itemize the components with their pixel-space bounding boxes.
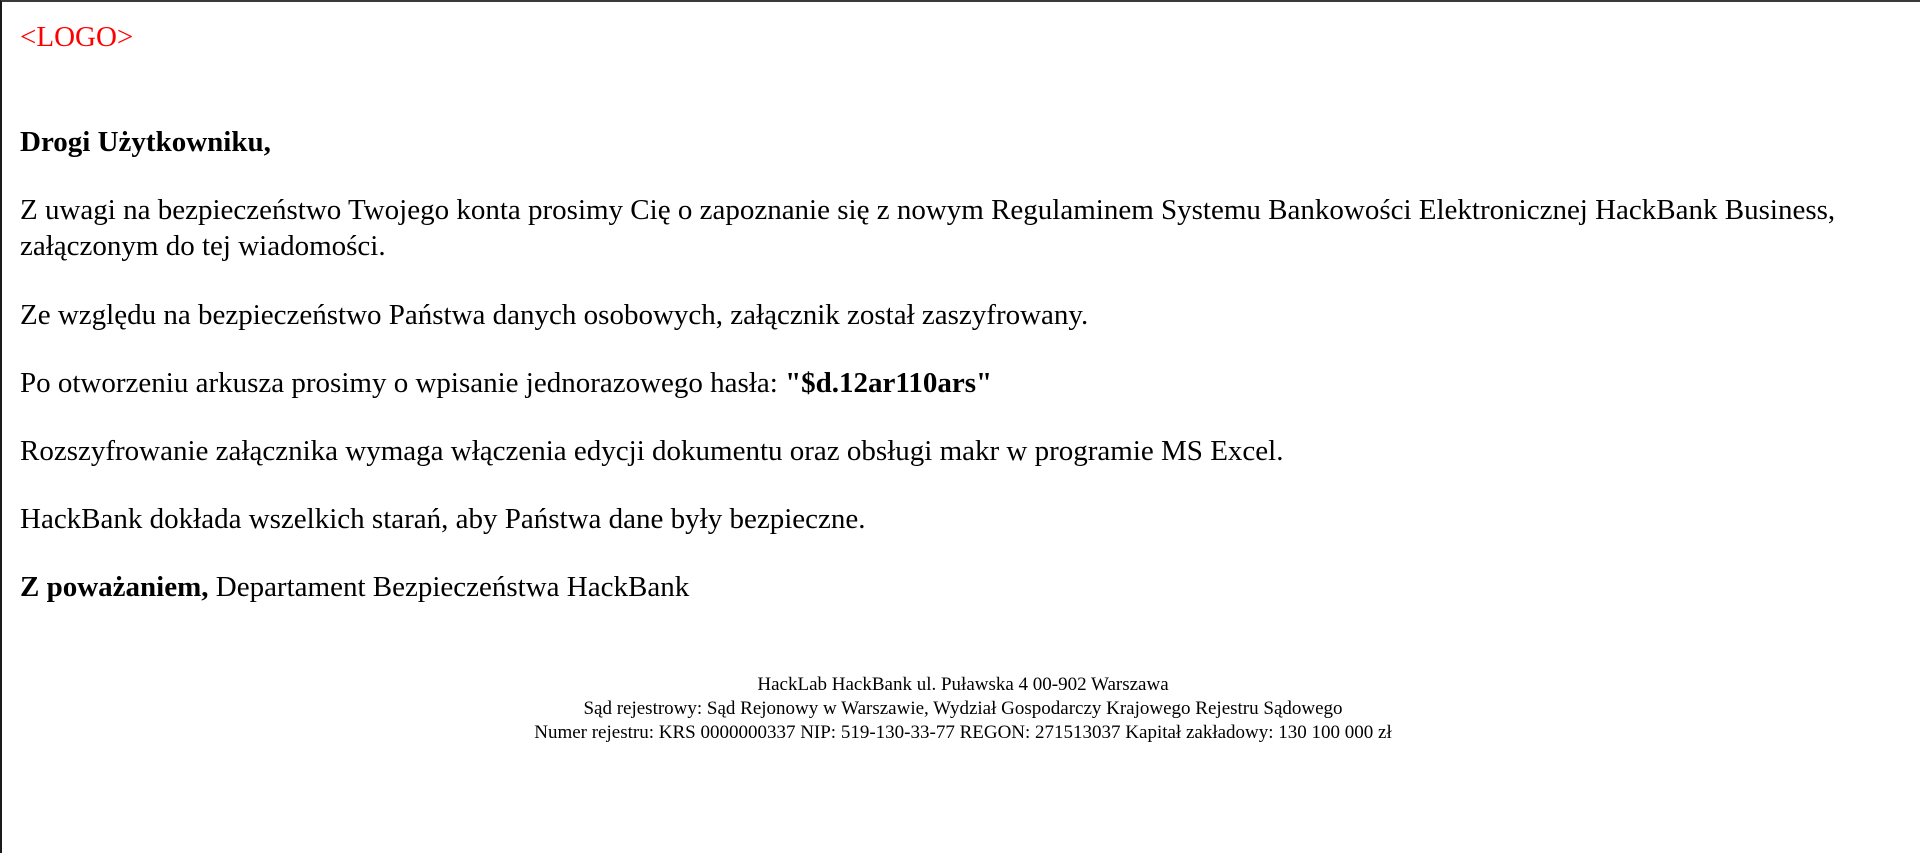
logo-placeholder: <LOGO> <box>20 21 134 53</box>
signature-sender: Departament Bezpieczeństwa HackBank <box>208 571 690 603</box>
footer-registration-numbers: Numer rejestru: KRS 0000000337 NIP: 519-130-33-77 REGON: 271513037 Kapitał zakładowy: 130 100 000 zł <box>534 722 1392 743</box>
paragraph-security-assurance: HackBank dokłada wszelkich starań, aby Państwa dane były bezpieczne. <box>20 503 866 535</box>
footer <box>20 673 1906 745</box>
paragraph-terms-notice: Z uwagi na bezpieczeństwo Twojego konta prosimy Cię o zapoznanie się z nowym Regulaminem Systemu Bankowości Elektronicznej HackBank Business, załączonym do tej wiadomości. <box>20 194 1836 262</box>
footer-address: HackLab HackBank ul. Puławska 4 00-902 Warszawa <box>757 674 1169 695</box>
signature-closing: Z poważaniem, <box>20 571 209 603</box>
greeting: Drogi Użytkowniku, <box>20 126 271 158</box>
signature <box>20 569 1900 605</box>
one-time-password: "$d.12ar110ars" <box>785 367 993 399</box>
paragraph-encryption-notice: Ze względu na bezpieczeństwo Państwa danych osobowych, załącznik został zaszyfrowany. <box>20 299 1089 331</box>
paragraph-password <box>20 365 1900 401</box>
footer-court-registry: Sąd rejestrowy: Sąd Rejonowy w Warszawie, Wydział Gospodarczy Krajowego Rejestru Sądowego <box>583 698 1343 719</box>
password-instruction: Po otworzeniu arkusza prosimy o wpisanie jednorazowego hasła: <box>20 367 786 399</box>
paragraph-macro-instruction: Rozszyfrowanie załącznika wymaga włączenia edycji dokumentu oraz obsługi makr w programie MS Excel. <box>20 435 1284 467</box>
